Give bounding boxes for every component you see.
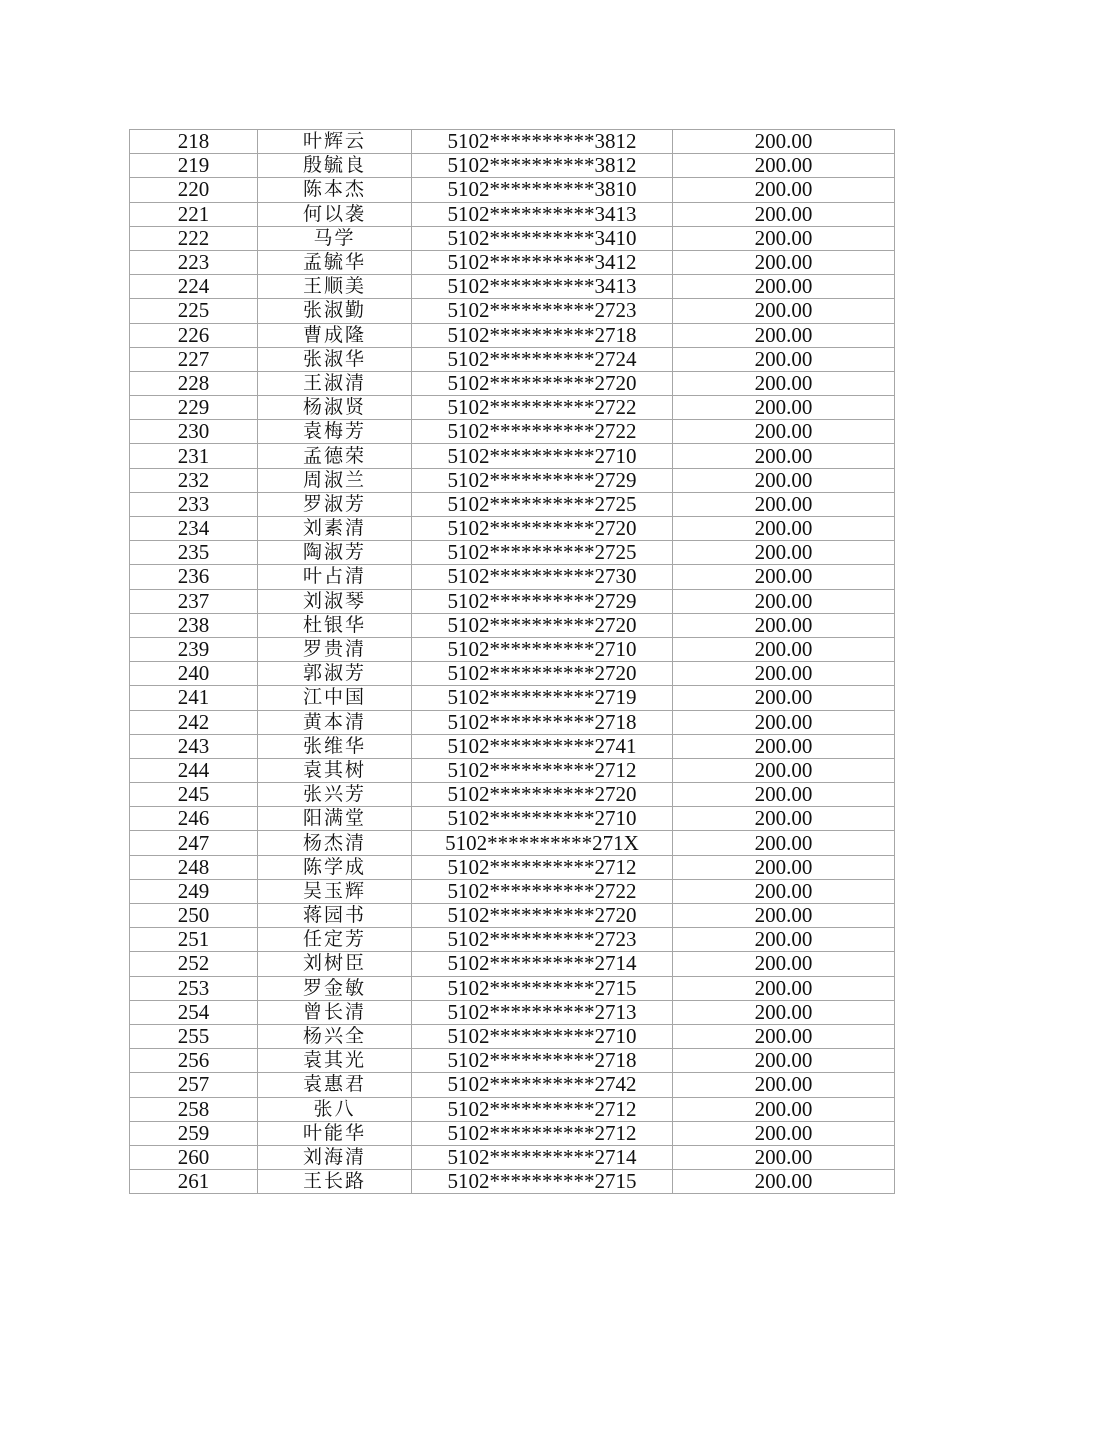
- name-cell: 王淑清: [258, 371, 412, 395]
- table-row: [130, 879, 895, 903]
- row-number-cell: 252: [130, 952, 258, 976]
- id-number-cell: 5102**********2718: [412, 710, 673, 734]
- id-number-cell: 5102**********2720: [412, 613, 673, 637]
- table-body: [130, 130, 895, 1194]
- name-cell: 袁梅芳: [258, 420, 412, 444]
- row-number-cell: 222: [130, 226, 258, 250]
- amount-cell: 200.00: [673, 928, 895, 952]
- amount-cell: 200.00: [673, 323, 895, 347]
- id-number-cell: 5102**********2719: [412, 686, 673, 710]
- id-number-cell: 5102**********2723: [412, 928, 673, 952]
- name-cell: 罗金敏: [258, 976, 412, 1000]
- amount-cell: 200.00: [673, 904, 895, 928]
- row-number-cell: 223: [130, 250, 258, 274]
- id-number-cell: 5102**********2712: [412, 1097, 673, 1121]
- name-cell: 江中国: [258, 686, 412, 710]
- table-row: [130, 420, 895, 444]
- id-number-cell: 5102**********2713: [412, 1000, 673, 1024]
- amount-cell: 200.00: [673, 734, 895, 758]
- amount-cell: 200.00: [673, 783, 895, 807]
- row-number-cell: 235: [130, 541, 258, 565]
- table-row: [130, 1073, 895, 1097]
- row-number-cell: 224: [130, 275, 258, 299]
- table-row: [130, 154, 895, 178]
- row-number-cell: 239: [130, 637, 258, 661]
- id-number-cell: 5102**********3812: [412, 154, 673, 178]
- table-row: [130, 250, 895, 274]
- table-row: [130, 734, 895, 758]
- table-row: [130, 758, 895, 782]
- amount-cell: 200.00: [673, 1073, 895, 1097]
- id-number-cell: 5102**********2722: [412, 420, 673, 444]
- name-cell: 马学: [258, 226, 412, 250]
- id-number-cell: 5102**********2724: [412, 347, 673, 371]
- amount-cell: 200.00: [673, 662, 895, 686]
- row-number-cell: 255: [130, 1024, 258, 1048]
- amount-cell: 200.00: [673, 154, 895, 178]
- name-cell: 郭淑芳: [258, 662, 412, 686]
- id-number-cell: 5102**********2723: [412, 299, 673, 323]
- table-row: [130, 1170, 895, 1194]
- table-row: [130, 371, 895, 395]
- id-number-cell: 5102**********2729: [412, 589, 673, 613]
- amount-cell: 200.00: [673, 589, 895, 613]
- id-number-cell: 5102**********2710: [412, 637, 673, 661]
- name-cell: 孟德荣: [258, 444, 412, 468]
- name-cell: 杨兴全: [258, 1024, 412, 1048]
- row-number-cell: 245: [130, 783, 258, 807]
- row-number-cell: 251: [130, 928, 258, 952]
- name-cell: 王顺美: [258, 275, 412, 299]
- row-number-cell: 226: [130, 323, 258, 347]
- name-cell: 叶辉云: [258, 130, 412, 154]
- table-row: [130, 323, 895, 347]
- amount-cell: 200.00: [673, 444, 895, 468]
- name-cell: 杨杰清: [258, 831, 412, 855]
- amount-cell: 200.00: [673, 1049, 895, 1073]
- id-number-cell: 5102**********2718: [412, 323, 673, 347]
- amount-cell: 200.00: [673, 855, 895, 879]
- amount-cell: 200.00: [673, 1145, 895, 1169]
- id-number-cell: 5102**********2710: [412, 1024, 673, 1048]
- id-number-cell: 5102**********2720: [412, 517, 673, 541]
- id-number-cell: 5102**********2714: [412, 1145, 673, 1169]
- amount-cell: 200.00: [673, 541, 895, 565]
- id-number-cell: 5102**********2720: [412, 783, 673, 807]
- row-number-cell: 240: [130, 662, 258, 686]
- name-cell: 袁其光: [258, 1049, 412, 1073]
- row-number-cell: 229: [130, 396, 258, 420]
- table-row: [130, 807, 895, 831]
- row-number-cell: 219: [130, 154, 258, 178]
- name-cell: 任定芳: [258, 928, 412, 952]
- name-cell: 孟毓华: [258, 250, 412, 274]
- table-row: [130, 299, 895, 323]
- name-cell: 杨淑贤: [258, 396, 412, 420]
- amount-cell: 200.00: [673, 275, 895, 299]
- amount-cell: 200.00: [673, 637, 895, 661]
- table-row: [130, 1121, 895, 1145]
- row-number-cell: 258: [130, 1097, 258, 1121]
- row-number-cell: 253: [130, 976, 258, 1000]
- row-number-cell: 234: [130, 517, 258, 541]
- table-row: [130, 275, 895, 299]
- name-cell: 曹成隆: [258, 323, 412, 347]
- amount-cell: 200.00: [673, 1024, 895, 1048]
- id-number-cell: 5102**********2718: [412, 1049, 673, 1073]
- table-row: [130, 904, 895, 928]
- row-number-cell: 246: [130, 807, 258, 831]
- amount-cell: 200.00: [673, 831, 895, 855]
- id-number-cell: 5102**********2712: [412, 855, 673, 879]
- name-cell: 罗贵清: [258, 637, 412, 661]
- name-cell: 张八: [258, 1097, 412, 1121]
- table-row: [130, 226, 895, 250]
- amount-cell: 200.00: [673, 250, 895, 274]
- row-number-cell: 257: [130, 1073, 258, 1097]
- id-number-cell: 5102**********2720: [412, 662, 673, 686]
- name-cell: 张淑勤: [258, 299, 412, 323]
- name-cell: 周淑兰: [258, 468, 412, 492]
- amount-cell: 200.00: [673, 468, 895, 492]
- name-cell: 阳满堂: [258, 807, 412, 831]
- amount-cell: 200.00: [673, 517, 895, 541]
- table-row: [130, 492, 895, 516]
- row-number-cell: 260: [130, 1145, 258, 1169]
- table-row: [130, 686, 895, 710]
- row-number-cell: 231: [130, 444, 258, 468]
- amount-cell: 200.00: [673, 492, 895, 516]
- name-cell: 张兴芳: [258, 783, 412, 807]
- amount-cell: 200.00: [673, 686, 895, 710]
- row-number-cell: 238: [130, 613, 258, 637]
- id-number-cell: 5102**********2710: [412, 444, 673, 468]
- table-row: [130, 831, 895, 855]
- name-cell: 刘素清: [258, 517, 412, 541]
- table-row: [130, 468, 895, 492]
- id-number-cell: 5102**********3410: [412, 226, 673, 250]
- id-number-cell: 5102**********271X: [412, 831, 673, 855]
- id-number-cell: 5102**********2715: [412, 1170, 673, 1194]
- table-row: [130, 1024, 895, 1048]
- amount-cell: 200.00: [673, 613, 895, 637]
- name-cell: 刘树臣: [258, 952, 412, 976]
- amount-cell: 200.00: [673, 1097, 895, 1121]
- amount-cell: 200.00: [673, 396, 895, 420]
- amount-cell: 200.00: [673, 565, 895, 589]
- row-number-cell: 241: [130, 686, 258, 710]
- name-cell: 蒋园书: [258, 904, 412, 928]
- amount-cell: 200.00: [673, 226, 895, 250]
- name-cell: 刘淑琴: [258, 589, 412, 613]
- name-cell: 叶占清: [258, 565, 412, 589]
- row-number-cell: 254: [130, 1000, 258, 1024]
- id-number-cell: 5102**********2712: [412, 758, 673, 782]
- row-number-cell: 247: [130, 831, 258, 855]
- amount-cell: 200.00: [673, 202, 895, 226]
- amount-cell: 200.00: [673, 420, 895, 444]
- name-cell: 殷毓良: [258, 154, 412, 178]
- row-number-cell: 236: [130, 565, 258, 589]
- id-number-cell: 5102**********2722: [412, 396, 673, 420]
- amount-cell: 200.00: [673, 347, 895, 371]
- row-number-cell: 230: [130, 420, 258, 444]
- table-row: [130, 517, 895, 541]
- id-number-cell: 5102**********3812: [412, 130, 673, 154]
- amount-cell: 200.00: [673, 178, 895, 202]
- amount-cell: 200.00: [673, 952, 895, 976]
- id-number-cell: 5102**********2729: [412, 468, 673, 492]
- name-cell: 杜银华: [258, 613, 412, 637]
- id-number-cell: 5102**********2715: [412, 976, 673, 1000]
- row-number-cell: 218: [130, 130, 258, 154]
- amount-cell: 200.00: [673, 976, 895, 1000]
- row-number-cell: 261: [130, 1170, 258, 1194]
- row-number-cell: 221: [130, 202, 258, 226]
- amount-cell: 200.00: [673, 879, 895, 903]
- name-cell: 何以袭: [258, 202, 412, 226]
- row-number-cell: 256: [130, 1049, 258, 1073]
- row-number-cell: 249: [130, 879, 258, 903]
- id-number-cell: 5102**********2710: [412, 807, 673, 831]
- name-cell: 王长路: [258, 1170, 412, 1194]
- row-number-cell: 232: [130, 468, 258, 492]
- table-row: [130, 710, 895, 734]
- name-cell: 袁其树: [258, 758, 412, 782]
- name-cell: 袁惠君: [258, 1073, 412, 1097]
- row-number-cell: 225: [130, 299, 258, 323]
- id-number-cell: 5102**********3413: [412, 202, 673, 226]
- name-cell: 陶淑芳: [258, 541, 412, 565]
- table-row: [130, 130, 895, 154]
- table-row: [130, 1000, 895, 1024]
- row-number-cell: 243: [130, 734, 258, 758]
- id-number-cell: 5102**********3810: [412, 178, 673, 202]
- id-number-cell: 5102**********2714: [412, 952, 673, 976]
- id-number-cell: 5102**********2730: [412, 565, 673, 589]
- name-cell: 刘海清: [258, 1145, 412, 1169]
- table-row: [130, 662, 895, 686]
- id-number-cell: 5102**********3412: [412, 250, 673, 274]
- name-cell: 罗淑芳: [258, 492, 412, 516]
- table-row: [130, 783, 895, 807]
- id-number-cell: 5102**********2725: [412, 492, 673, 516]
- row-number-cell: 233: [130, 492, 258, 516]
- amount-cell: 200.00: [673, 710, 895, 734]
- amount-cell: 200.00: [673, 1170, 895, 1194]
- name-cell: 吴玉辉: [258, 879, 412, 903]
- id-number-cell: 5102**********2741: [412, 734, 673, 758]
- row-number-cell: 250: [130, 904, 258, 928]
- table-row: [130, 1145, 895, 1169]
- amount-cell: 200.00: [673, 299, 895, 323]
- table-row: [130, 396, 895, 420]
- id-number-cell: 5102**********2722: [412, 879, 673, 903]
- table-row: [130, 589, 895, 613]
- table-row: [130, 855, 895, 879]
- table-row: [130, 347, 895, 371]
- table-row: [130, 202, 895, 226]
- name-cell: 叶能华: [258, 1121, 412, 1145]
- row-number-cell: 259: [130, 1121, 258, 1145]
- amount-cell: 200.00: [673, 130, 895, 154]
- table-row: [130, 444, 895, 468]
- data-table: [129, 129, 895, 1194]
- id-number-cell: 5102**********2720: [412, 371, 673, 395]
- table-row: [130, 613, 895, 637]
- amount-cell: 200.00: [673, 371, 895, 395]
- row-number-cell: 237: [130, 589, 258, 613]
- id-number-cell: 5102**********2725: [412, 541, 673, 565]
- row-number-cell: 244: [130, 758, 258, 782]
- row-number-cell: 228: [130, 371, 258, 395]
- row-number-cell: 248: [130, 855, 258, 879]
- table-row: [130, 1097, 895, 1121]
- id-number-cell: 5102**********3413: [412, 275, 673, 299]
- amount-cell: 200.00: [673, 1000, 895, 1024]
- name-cell: 曾长清: [258, 1000, 412, 1024]
- table-row: [130, 952, 895, 976]
- row-number-cell: 227: [130, 347, 258, 371]
- table-row: [130, 1049, 895, 1073]
- table-row: [130, 565, 895, 589]
- table-row: [130, 637, 895, 661]
- id-number-cell: 5102**********2712: [412, 1121, 673, 1145]
- id-number-cell: 5102**********2742: [412, 1073, 673, 1097]
- name-cell: 陈本杰: [258, 178, 412, 202]
- amount-cell: 200.00: [673, 758, 895, 782]
- amount-cell: 200.00: [673, 807, 895, 831]
- name-cell: 黄本清: [258, 710, 412, 734]
- row-number-cell: 242: [130, 710, 258, 734]
- table-row: [130, 541, 895, 565]
- table-row: [130, 976, 895, 1000]
- row-number-cell: 220: [130, 178, 258, 202]
- name-cell: 张淑华: [258, 347, 412, 371]
- name-cell: 陈学成: [258, 855, 412, 879]
- table-row: [130, 178, 895, 202]
- name-cell: 张维华: [258, 734, 412, 758]
- amount-cell: 200.00: [673, 1121, 895, 1145]
- table-row: [130, 928, 895, 952]
- id-number-cell: 5102**********2720: [412, 904, 673, 928]
